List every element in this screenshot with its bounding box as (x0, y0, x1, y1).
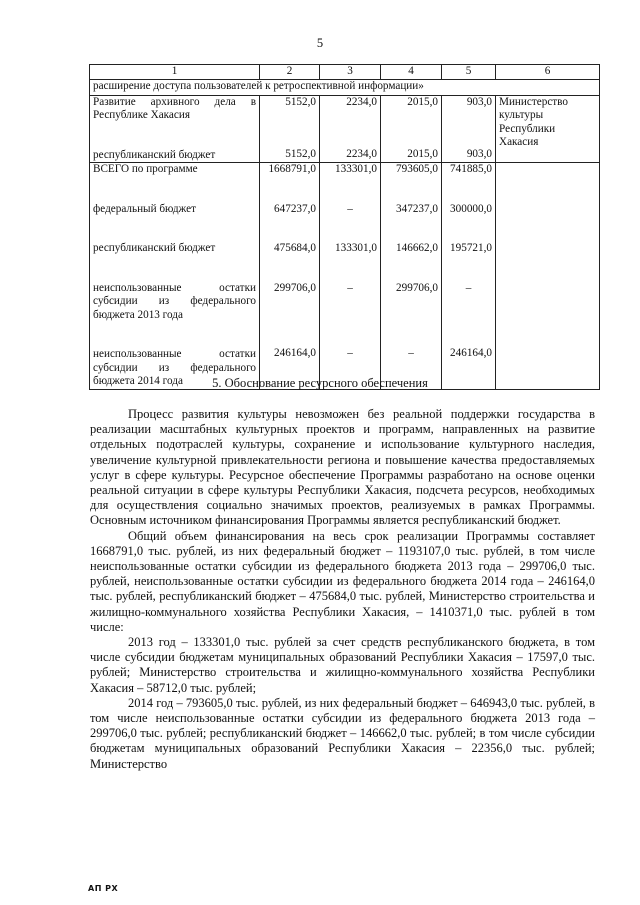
value-text: 793605,0 (396, 163, 438, 175)
header-cell: 4 (381, 65, 442, 80)
row-label-line: республиканский бюджет (93, 148, 216, 161)
value-cell (381, 95, 442, 163)
value-text: 5152,0 (285, 95, 316, 108)
page-number: 5 (316, 36, 324, 50)
span-row-cell: расширение доступа пользователей к ретроспективной информации» (90, 79, 600, 95)
ministry-line: Республики (499, 122, 556, 135)
value-cell (260, 95, 320, 163)
ministry-line: культуры (499, 109, 544, 121)
value-text: 133301,0 (335, 242, 377, 254)
row-label-line: ВСЕГО по программе (93, 163, 198, 175)
ministry-line: Министерство (499, 95, 568, 108)
value-cell (442, 95, 496, 163)
value-text: – (408, 347, 414, 359)
value-text: – (465, 281, 472, 294)
value-text: – (347, 202, 353, 215)
table-row (90, 95, 600, 163)
row-label-line: республиканский бюджет (93, 242, 216, 254)
value-text: 647237,0 (274, 202, 316, 215)
paragraph: 2013 год – 133301,0 тыс. рублей за счет средств республиканского бюджета, в том числе субсидии бюджетам муниципальных образований Республики Хакасия – 17597,0 тыс. рублей; Министерство строительства и жилищно-коммунального хозяйства Республики Хакасия – 58712,0 тыс. рублей; (90, 635, 595, 695)
value-cell (381, 163, 442, 390)
value-text: – (347, 347, 353, 359)
value-text: 2015,0 (407, 148, 438, 160)
value-text: 347237,0 (396, 202, 438, 215)
value-cell (320, 95, 381, 163)
ministry-cell (496, 95, 600, 163)
value-cell (320, 163, 381, 390)
header-cell: 1 (90, 65, 260, 80)
value-text: 2015,0 (407, 95, 438, 108)
value-text: 299706,0 (396, 281, 438, 294)
value-text: 299706,0 (274, 281, 316, 294)
value-text: 2234,0 (346, 95, 377, 108)
row-label (90, 163, 260, 390)
value-text: 5152,0 (285, 148, 316, 160)
value-text: 475684,0 (274, 242, 316, 254)
table-row (90, 79, 600, 95)
table-header-row (90, 65, 600, 80)
table-row (90, 163, 600, 390)
paragraph: 2014 год – 793605,0 тыс. рублей, из них федеральный бюджет – 646943,0 тыс. рублей, в том числе неиспользованные остатки субсидии из федерального бюджета 2013 года – 299706,0 тыс. рублей; республиканский бюджет – 146662,0 тыс. рублей; в том числе субсидии бюджетам муниципальных образований Республики Хакасия – 22356,0 тыс. рублей; Министерство (90, 695, 595, 771)
value-text: 246164,0 (450, 347, 492, 359)
header-cell: 6 (496, 65, 600, 80)
value-cell (260, 163, 320, 390)
budget-table (89, 64, 600, 390)
section-title: 5. Обоснование ресурсного обеспечения (212, 376, 428, 390)
row-label (90, 95, 260, 163)
ministry-cell (496, 163, 600, 390)
row-label-line: федеральный бюджет (93, 202, 196, 215)
value-text: 146662,0 (396, 242, 438, 254)
row-label-line: субсидии из федерального (93, 295, 256, 307)
row-label-line: неиспользованные остатки (93, 281, 256, 294)
row-label-line: субсидии из федерального (93, 361, 256, 374)
body-text (90, 407, 595, 772)
row-label-line: Республике Хакасия (93, 109, 190, 121)
value-text: 300000,0 (450, 202, 492, 215)
value-text: 195721,0 (450, 242, 492, 254)
paragraph: Процесс развития культуры невозможен без реальной поддержки государства в реализации масштабных культурных проектов и программ, направленных на развитие отдельных подотраслей культуры, сохранение и использование культурного наследия, увеличение культурной привлекательности региона и повышение качества предоставляемых услуг в сфере культуры. Ресурсное обеспечение Программы разработано на основе оценки реальной ситуации в сфере культуры Республики Хакасия, подсчета ресурсов, необходимых для осуществления социально значимых проектов, реализуемых в рамках Программы. Основным источником финансирования Программы является республиканский бюджет. (90, 407, 595, 528)
row-label-line: бюджета 2014 года (93, 375, 183, 387)
value-text: 246164,0 (274, 347, 316, 359)
value-text: 903,0 (466, 95, 492, 108)
value-text: 1668791,0 (268, 163, 316, 175)
value-text: 2234,0 (346, 148, 377, 160)
header-cell: 5 (442, 65, 496, 80)
value-text: 741885,0 (450, 163, 492, 175)
value-cell (442, 163, 496, 390)
paragraph: Общий объем финансирования на весь срок реализации Программы составляет 1668791,0 тыс. рублей, из них федеральный бюджет – 1193107,0 тыс. рублей, в том числе неиспользованные остатки субсидии из федерального бюджета 2013 года – 299706,0 тыс. рублей, неиспользованные остатки субсидии из федерального бюджета 2014 года – 246164,0 тыс. рублей, республиканский бюджет – 475684,0 тыс. рублей, Министерство строительства и жилищно-коммунального хозяйства Республики Хакасия, – 1410371,0 тыс. рублей в том числе: (90, 528, 595, 634)
row-label-line: бюджета 2013 года (93, 308, 183, 321)
header-cell: 2 (260, 65, 320, 80)
header-cell: 3 (320, 65, 381, 80)
row-label-line: Развитие архивного дела в (93, 95, 256, 108)
ministry-line: Хакасия (499, 136, 539, 148)
footer-stamp: АП РХ (88, 884, 119, 893)
value-text: 903,0 (466, 148, 492, 160)
row-label-line: неиспользованные остатки (93, 348, 256, 360)
value-text: – (347, 281, 353, 294)
value-text: 133301,0 (335, 163, 377, 175)
